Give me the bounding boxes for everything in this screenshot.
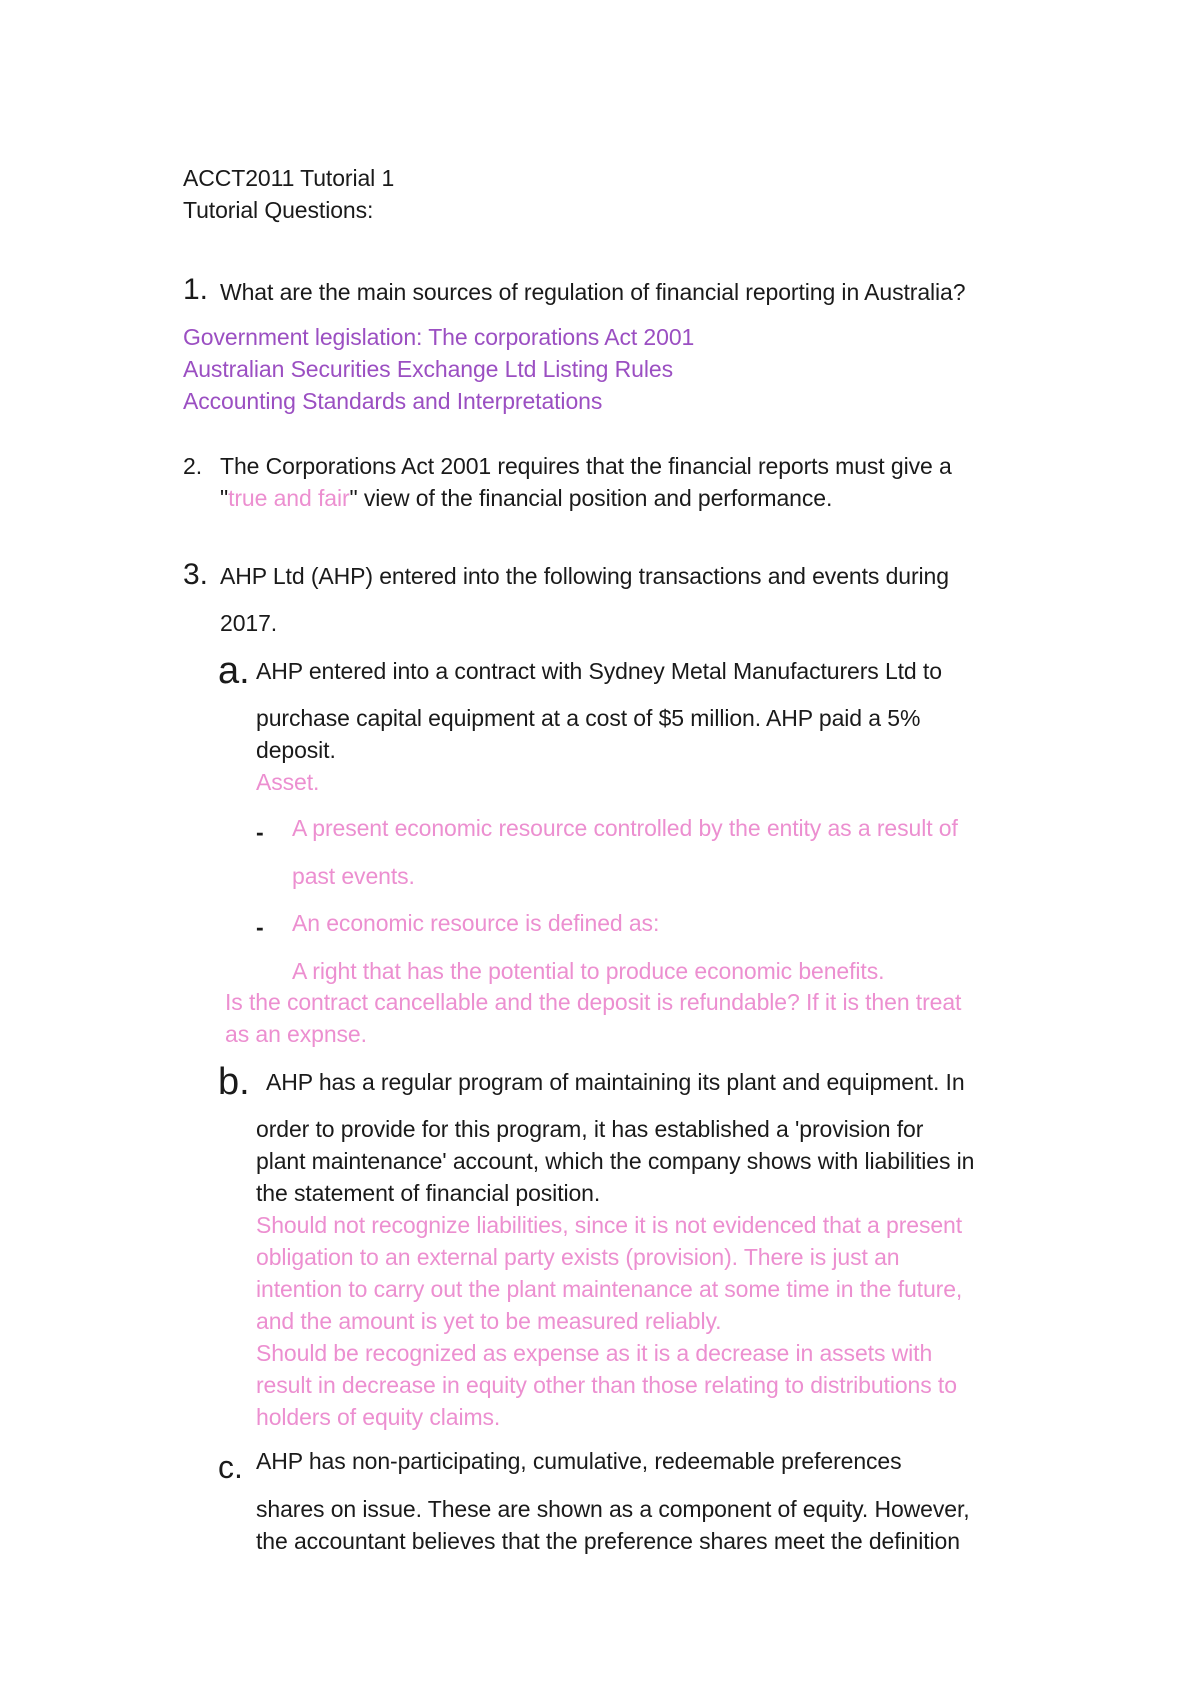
part-a-bullet-1-line-1: A present economic resource controlled by the entity as a result of — [292, 815, 958, 841]
part-a-line-3: deposit. — [256, 737, 336, 763]
part-a-bullet-1-line-2: past events. — [292, 863, 415, 889]
part-c-line-1: AHP has non-participating, cumulative, redeemable preferences — [256, 1448, 902, 1474]
part-b-letter: b. — [218, 1061, 250, 1103]
part-b-line-2: order to provide for this program, it has established a 'provision for — [256, 1116, 924, 1142]
part-b-answer-line-6: result in decrease in equity other than those relating to distributions to — [256, 1372, 957, 1398]
part-a-line-1: AHP entered into a contract with Sydney Metal Manufacturers Ltd to — [256, 658, 942, 684]
quote-open: " — [220, 485, 229, 511]
part-b-answer-line-3: intention to carry out the plant maintenance at some time in the future, — [256, 1276, 963, 1302]
part-a-answer-title: Asset. — [256, 769, 320, 795]
part-b-line-4: the statement of financial position. — [256, 1180, 601, 1206]
document-subtitle: Tutorial Questions: — [183, 197, 374, 223]
part-b-line-3: plant maintenance' account, which the company shows with liabilities in — [256, 1148, 975, 1174]
part-b-answer-line-7: holders of equity claims. — [256, 1404, 501, 1430]
question-3-intro-line-2: 2017. — [220, 610, 278, 636]
part-a-bullet-2: An economic resource is defined as: — [292, 910, 660, 936]
question-2-line-2-rest: " view of the financial position and performance. — [349, 485, 833, 511]
true-and-fair-highlight: true and fair — [228, 485, 350, 511]
question-3-intro-line-1: AHP Ltd (AHP) entered into the following transactions and events during — [220, 563, 949, 589]
question-2-number: 2. — [183, 453, 202, 479]
part-a-definition: A right that has the potential to produce economic benefits. — [292, 958, 885, 984]
part-c-line-2: shares on issue. These are shown as a component of equity. However, — [256, 1496, 970, 1522]
question-1-answer-2: Australian Securities Exchange Ltd Listing Rules — [183, 356, 673, 382]
part-a-line-2: purchase capital equipment at a cost of $5 million. AHP paid a 5% — [256, 705, 921, 731]
question-2-line-1: The Corporations Act 2001 requires that the financial reports must give a — [220, 453, 952, 479]
question-1-text: What are the main sources of regulation of financial reporting in Australia? — [220, 279, 966, 305]
part-a-note-line-1: Is the contract cancellable and the deposit is refundable? If it is then treat — [225, 989, 962, 1015]
question-2-line-2 — [220, 484, 832, 512]
bullet-1-marker: - — [256, 819, 264, 845]
part-c-letter: c. — [218, 1449, 243, 1485]
part-b-answer-line-1: Should not recognize liabilities, since it is not evidenced that a present — [256, 1212, 963, 1238]
question-1-answer-1: Government legislation: The corporations Act 2001 — [183, 324, 695, 350]
part-a-note-line-2: as an expnse. — [225, 1021, 367, 1047]
part-b-answer-line-4: and the amount is yet to be measured reliably. — [256, 1308, 722, 1334]
part-a-letter: a. — [218, 650, 250, 692]
question-3-number: 3. — [183, 558, 209, 591]
part-b-line-1: AHP has a regular program of maintaining its plant and equipment. In — [266, 1069, 965, 1095]
part-b-answer-line-5: Should be recognized as expense as it is a decrease in assets with — [256, 1340, 933, 1366]
part-b-answer-line-2: obligation to an external party exists (provision). There is just an — [256, 1244, 900, 1270]
part-c-line-3: the accountant believes that the preference shares meet the definition — [256, 1528, 960, 1554]
question-1-answer-3: Accounting Standards and Interpretations — [183, 388, 603, 414]
bullet-2-marker: - — [256, 914, 264, 940]
document-title: ACCT2011 Tutorial 1 — [183, 165, 395, 191]
question-1-number: 1. — [183, 273, 209, 306]
